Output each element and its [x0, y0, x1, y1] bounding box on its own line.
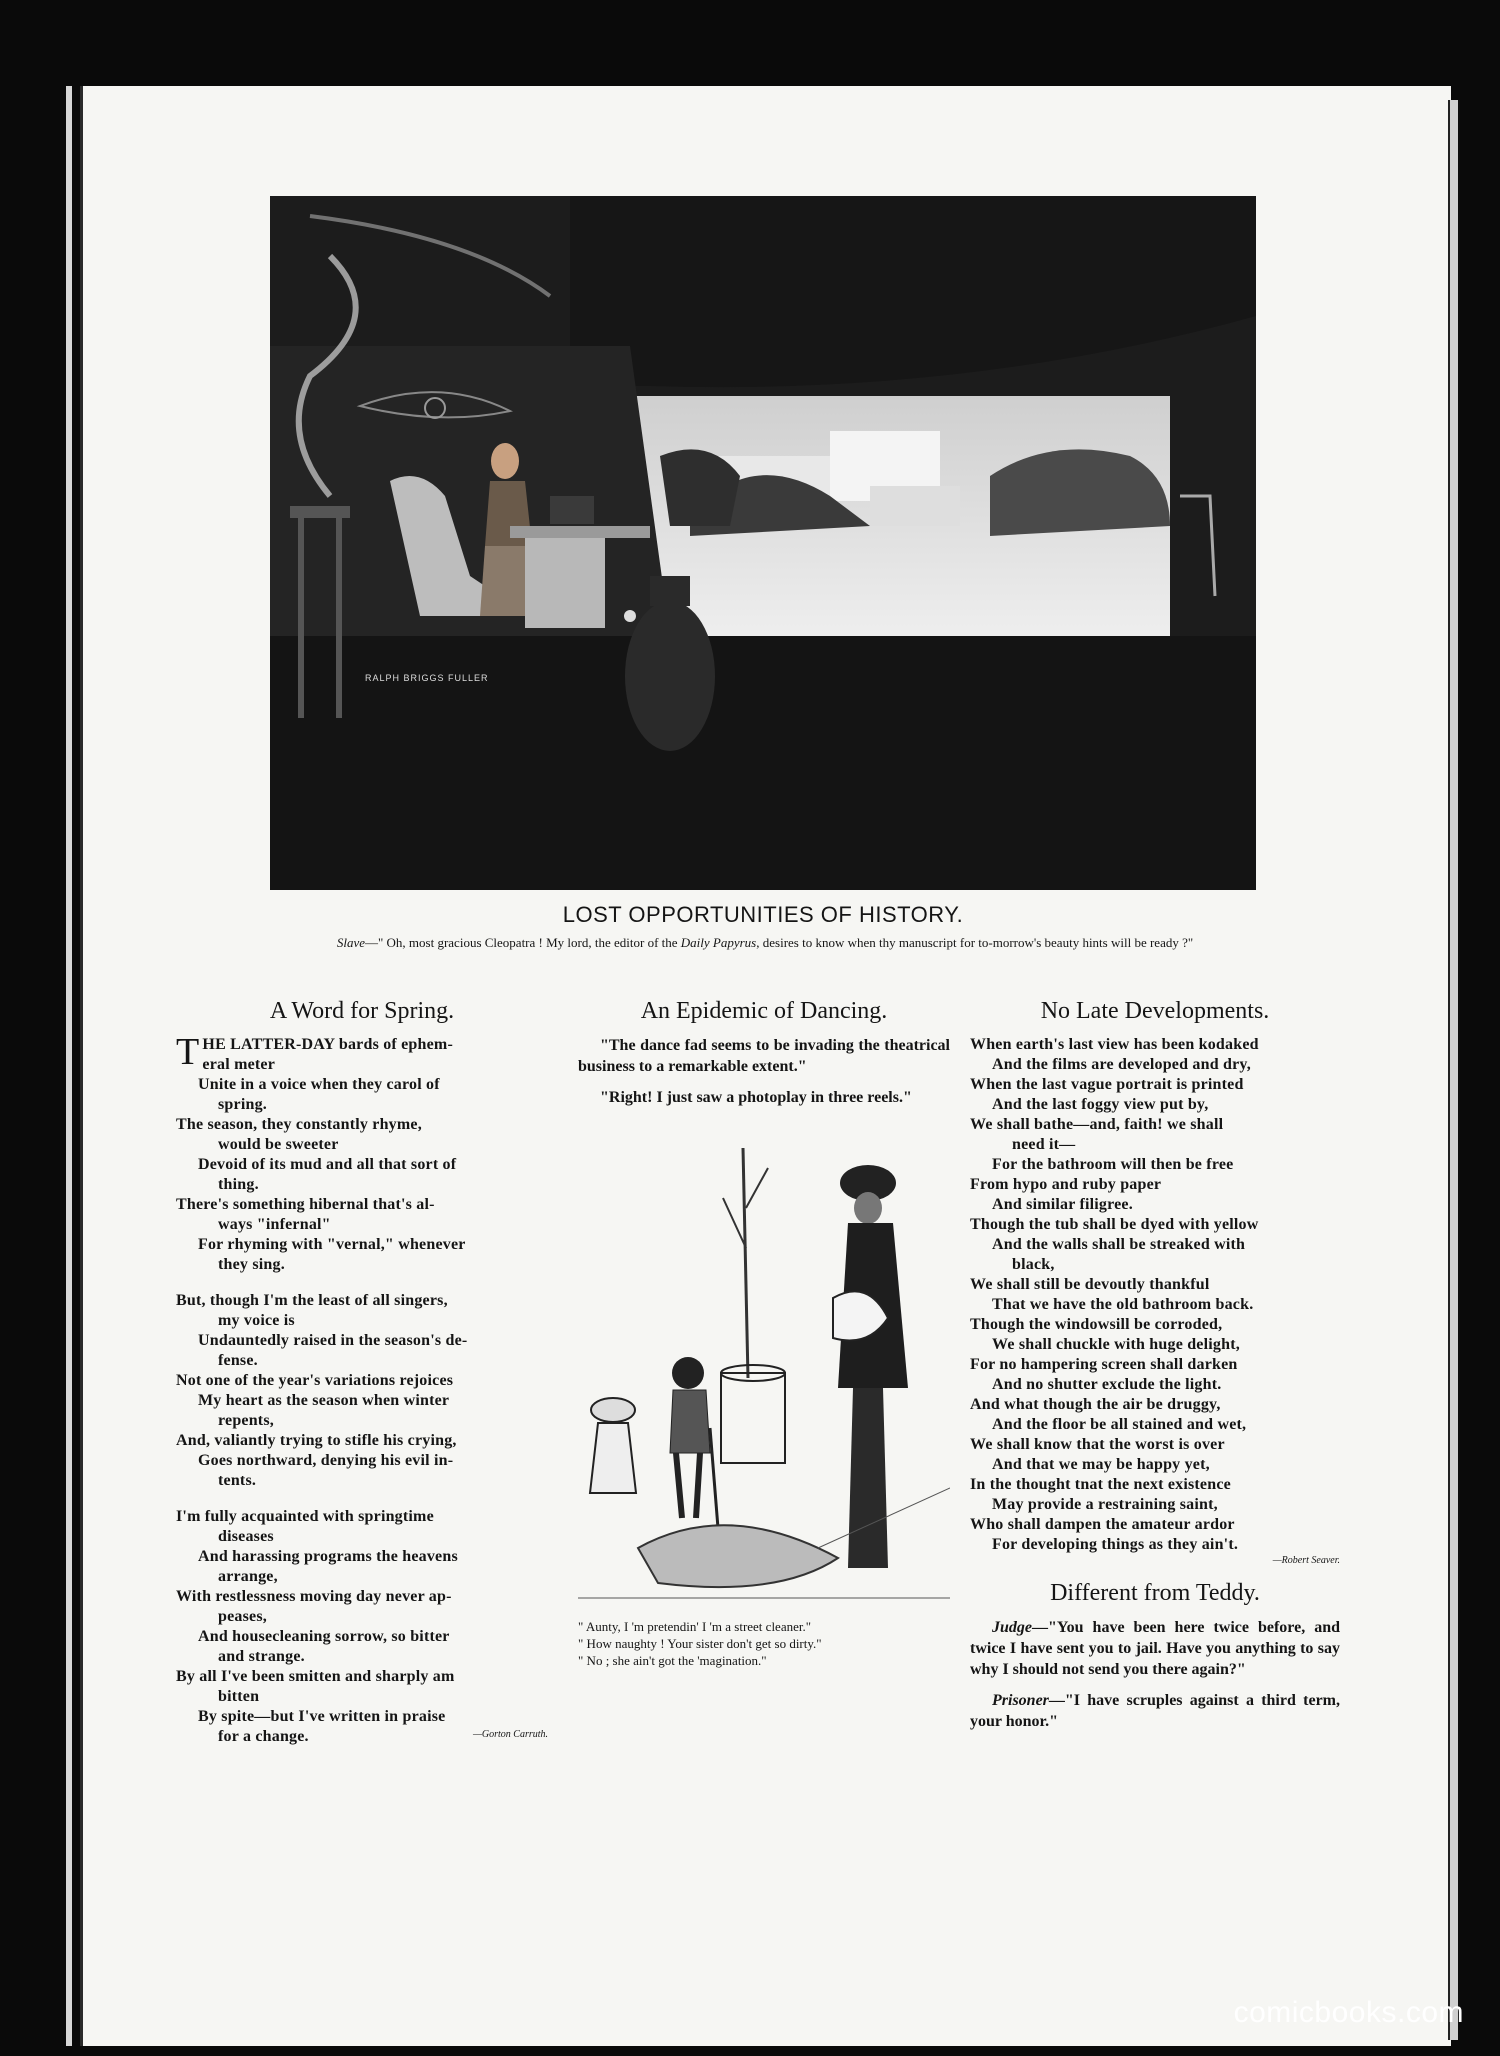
cartoon-caption-line: " Aunty, I 'm pretendin' I 'm a street cleaner." [578, 1619, 812, 1634]
next-page-edge [1448, 100, 1458, 2040]
verse-line: And harassing programs the heavens [198, 1548, 458, 1565]
caption-text-2: , desires to know when thy manuscript for to-morrow's beauty hints will be ready ?" [756, 935, 1194, 950]
verse-line: By spite—but I've written in praise [198, 1708, 446, 1725]
verse-line: would be sweeter [218, 1136, 339, 1153]
verse-line: But, though I'm the least of all singers, [176, 1292, 448, 1309]
verse-line: my voice is [218, 1312, 295, 1329]
verse-line: We shall bathe—and, faith! we shall [970, 1116, 1224, 1133]
verse-line: repents, [218, 1412, 274, 1429]
verse-line: eral meter [202, 1056, 276, 1073]
verse-line: We shall chuckle with huge delight, [992, 1336, 1240, 1353]
artist-signature: RALPH BRIGGS FULLER [365, 673, 489, 683]
poem-title-no-late-developments: No Late Developments. [1040, 998, 1270, 1024]
judge-paragraph [970, 1617, 1340, 1680]
verse-line: For the bathroom will then be free [992, 1156, 1234, 1173]
verse-line: For no hampering screen shall darken [970, 1356, 1238, 1373]
stanza-break [176, 1275, 548, 1291]
verse-line: And no shutter exclude the light. [992, 1376, 1222, 1393]
dialogue-paragraph-2: "Right! I just saw a photoplay in three reels." [600, 1089, 912, 1106]
illustration-title: LOST OPPORTUNITIES OF HISTORY. [562, 902, 964, 927]
article-title-different-from-teddy: Different from Teddy. [1050, 1580, 1260, 1606]
verse-line: fense. [218, 1352, 258, 1369]
verse-line: By all I've been smitten and sharply am [176, 1668, 455, 1685]
article-body-teddy [970, 1617, 1340, 1732]
verse-line: And the films are developed and dry, [992, 1056, 1251, 1073]
cleopatra-illustration [270, 196, 1256, 890]
article-title-epidemic-of-dancing: An Epidemic of Dancing. [640, 998, 888, 1024]
byline-gorton-carruth: —Gorton Carruth. [472, 1729, 548, 1740]
verse-line: And similar filigree. [992, 1196, 1133, 1213]
verse-line: tents. [218, 1472, 257, 1489]
poem-body-word-for-spring [176, 1031, 548, 1747]
verse-line: My heart as the season when winter [198, 1392, 450, 1409]
verse-line: HE LATTER-DAY bards of ephem- [202, 1036, 453, 1053]
verse-line: And the last foggy view put by, [992, 1096, 1209, 1113]
verse-line: Goes northward, denying his evil in- [198, 1452, 454, 1469]
cartoon-caption-line: " How naughty ! Your sister don't get so dirty." [578, 1636, 822, 1651]
poem-body-no-late-developments [970, 1035, 1340, 1555]
prisoner-paragraph [970, 1690, 1340, 1732]
verse-line: need it— [1012, 1136, 1076, 1153]
verse-line: When earth's last view has been kodaked [970, 1036, 1259, 1053]
verse-line: Though the windowsill be corroded, [970, 1316, 1223, 1333]
verse-line: We shall still be devoutly thankful [970, 1276, 1210, 1293]
verse-line: In the thought tnat the next existence [970, 1476, 1231, 1493]
verse-line: May provide a restraining saint, [992, 1496, 1218, 1513]
verse-line: There's something hibernal that's al- [176, 1196, 435, 1213]
illustration-caption [330, 934, 1200, 951]
verse-line: Undauntedly raised in the season's de- [198, 1332, 468, 1349]
verse-line: arrange, [218, 1568, 278, 1585]
prisoner-speaker: Prisoner [992, 1692, 1049, 1709]
watermark: comicbooks.com [1233, 1996, 1464, 2029]
verse-line: for a change. [218, 1728, 309, 1745]
verse-line: thing. [218, 1176, 259, 1193]
verse-line: they sing. [218, 1256, 285, 1273]
verse-line: Unite in a voice when they carol of [198, 1076, 440, 1093]
verse-line: That we have the old bathroom back. [992, 1296, 1254, 1313]
judge-text: —"You have been here twice before, and twice I have sent you to jail. Have you anything to say why I should not send you there again?" [970, 1619, 1340, 1678]
verse-line: bitten [218, 1688, 260, 1705]
verse-line: For developing things as they ain't. [992, 1536, 1239, 1553]
verse-line: diseases [218, 1528, 274, 1545]
dialogue-paragraph-1: "The dance fad seems to be invading the theatrical business to a remarkable extent." [578, 1037, 950, 1075]
caption-speaker: Slave [336, 935, 365, 950]
verse-line: Devoid of its mud and all that sort of [198, 1156, 457, 1173]
verse-line: When the last vague portrait is printed [970, 1076, 1244, 1093]
caption-text-1: —" Oh, most gracious Cleopatra ! My lord, the editor of the [364, 935, 681, 950]
verse-line: With restlessness moving day never ap- [176, 1588, 452, 1605]
verse-line: And that we may be happy yet, [992, 1456, 1210, 1473]
cartoon-caption [578, 1618, 950, 1669]
verse-line: And the floor be all stained and wet, [992, 1416, 1247, 1433]
verse-line: Not one of the year's variations rejoices [176, 1372, 454, 1389]
stanza-break [176, 1491, 548, 1507]
poem-title-word-for-spring: A Word for Spring. [269, 998, 455, 1024]
verse-line: And what though the air be druggy, [970, 1396, 1221, 1413]
page-gutter [66, 86, 72, 2046]
verse-line: From hypo and ruby paper [970, 1176, 1162, 1193]
caption-publication: Daily Papyrus [680, 935, 757, 950]
article-body-epidemic [578, 1035, 950, 1108]
column-no-late-developments [970, 998, 1340, 1742]
verse-line: peases, [218, 1608, 267, 1625]
street-cleaner-cartoon [578, 1128, 950, 1618]
verse-line: I'm fully acquainted with springtime [176, 1508, 434, 1525]
judge-speaker: Judge [992, 1619, 1032, 1636]
prisoner-text: —"I have scruples against a third term, your honor." [970, 1692, 1340, 1730]
drop-cap: T [176, 1031, 200, 1073]
byline-robert-seaver: —Robert Seaver. [1272, 1555, 1340, 1566]
verse-line: spring. [218, 1096, 267, 1113]
verse-line: The season, they constantly rhyme, [176, 1116, 422, 1133]
verse-line: For rhyming with "vernal," whenever [198, 1236, 466, 1253]
verse-line: and strange. [218, 1648, 305, 1665]
column-epidemic-of-dancing [578, 998, 950, 1669]
verse-line: And housecleaning sorrow, so bitter [198, 1628, 450, 1645]
verse-line: Who shall dampen the amateur ardor [970, 1516, 1235, 1533]
verse-line: And the walls shall be streaked with [992, 1236, 1246, 1253]
verse-line: ways "infernal" [218, 1216, 331, 1233]
verse-line: Though the tub shall be dyed with yellow [970, 1216, 1259, 1233]
verse-line: We shall know that the worst is over [970, 1436, 1225, 1453]
verse-line: And, valiantly trying to stifle his crying, [176, 1432, 457, 1449]
column-word-for-spring [176, 998, 548, 1745]
verse-line: black, [1012, 1256, 1055, 1273]
cartoon-caption-line: " No ; she ain't got the 'magination." [578, 1653, 767, 1668]
